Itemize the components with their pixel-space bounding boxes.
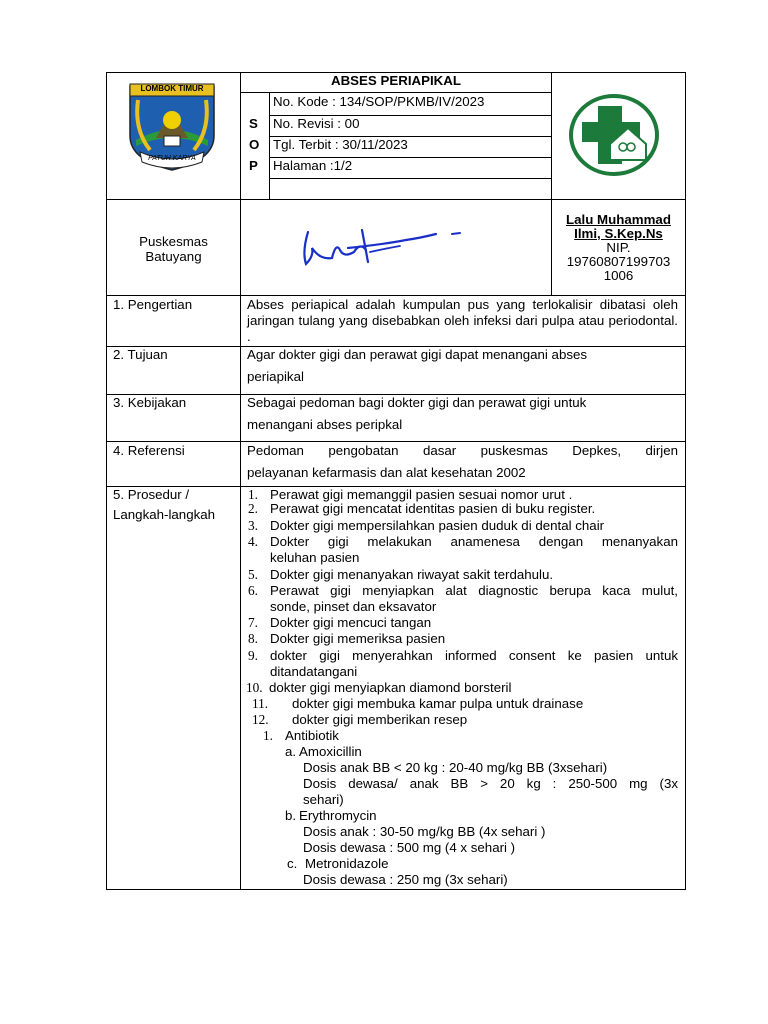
step-number: 11. [252, 696, 269, 711]
halaman: Halaman :1/2 [273, 158, 353, 173]
signature-image [296, 222, 466, 270]
no-kode: No. Kode : 134/SOP/PKMB/IV/2023 [273, 94, 485, 109]
step-text-continued: ditandatangani [270, 664, 358, 679]
drug-dose-line: Dosis dewasa : 250 mg (3x sehari) [303, 872, 508, 887]
drug-dose-line: Dosis anak : 30-50 mg/kg BB (4x sehari ) [303, 824, 546, 839]
step-text: Perawat gigi menyiapkan alat diagnostic berupa kaca mulut, [270, 583, 678, 598]
lombok-timur-crest-logo [126, 80, 218, 172]
nip-label: NIP. [606, 240, 631, 255]
drug-dose-line: Dosis dewasa : 500 mg (4 x sehari ) [303, 840, 516, 855]
step-number: 8. [248, 631, 258, 646]
kebijakan-label: 3. Kebijakan [113, 395, 187, 410]
puskesmas-logo [568, 94, 660, 176]
prosedur-label-line1: 5. Prosedur / [113, 487, 190, 502]
nip-value-line2: 1006 [603, 268, 634, 283]
step-text: Perawat gigi memanggil pasien sesuai nomor urut . [270, 487, 573, 502]
step-text: Dokter gigi memeriksa pasien [270, 631, 446, 646]
sop-letter-p: P [249, 158, 258, 173]
antibiotik-number: 1. [263, 728, 273, 743]
institution-name-line2: Batuyang [145, 249, 202, 264]
step-text: dokter gigi menyiapkan diamond borsteril [269, 680, 512, 695]
step-text: Dokter gigi mencuci tangan [270, 615, 432, 630]
kebijakan-line1: Sebagai pedoman bagi dokter gigi dan perawat gigi untuk [247, 395, 587, 410]
drug-letter: b. [285, 808, 297, 823]
crest-bottom-text: PATUH KARYA [148, 155, 196, 162]
step-text: Dokter gigi mempersilahkan pasien duduk di dental chair [270, 518, 605, 533]
no-revisi: No. Revisi : 00 [273, 116, 360, 131]
step-text-continued: keluhan pasien [270, 550, 360, 565]
step-text: dokter gigi membuka kamar pulpa untuk drainase [292, 696, 584, 711]
institution-name-line1: Puskesmas [139, 234, 208, 249]
official-name-line2: Ilmi, S.Kep.Ns [574, 226, 663, 241]
prosedur-label-line2: Langkah-langkah [113, 507, 216, 522]
step-number: 7. [248, 615, 258, 630]
tujuan-label: 2. Tujuan [113, 347, 168, 362]
drug-name: Erythromycin [299, 808, 377, 823]
referensi-line2: pelayanan kefarmasis dan alat kesehatan 2002 [247, 465, 526, 480]
step-text: Dokter gigi melakukan anamenesa dengan menanyakan [270, 534, 678, 549]
step-text: Dokter gigi menanyakan riwayat sakit terdahulu. [270, 567, 554, 582]
step-text: dokter gigi memberikan resep [292, 712, 468, 727]
step-text: dokter gigi menyerahkan informed consent ke pasien untuk [270, 648, 678, 663]
pengertian-label: 1. Pengertian [113, 297, 193, 312]
drug-name: Metronidazole [305, 856, 389, 871]
step-number: 4. [248, 534, 258, 549]
step-number: 5. [248, 567, 258, 582]
referensi-line1: Pedoman pengobatan dasar puskesmas Depkes, dirjen [247, 443, 678, 458]
step-number: 12. [252, 712, 269, 727]
tujuan-line2: periapikal [247, 369, 304, 384]
drug-name: Amoxicillin [299, 744, 362, 759]
crest-top-text: LOMBOK TIMUR [140, 84, 204, 93]
sop-letter-o: O [249, 137, 260, 152]
pengertian-text: Abses periapical adalah kumpulan pus yang terlokalisir dibatasi oleh jaringan tulang yang disebabkan oleh infeksi dari pulpa atau periodontal. . [247, 297, 678, 344]
step-number: 10. [246, 680, 263, 695]
drug-dose-line: Dosis anak BB < 20 kg : 20-40 mg/kg BB (3xsehari) [303, 760, 608, 775]
kebijakan-line2: menangani abses peripkal [247, 417, 403, 432]
drug-dose-line: Dosis dewasa/ anak BB > 20 kg : 250-500 mg (3x [303, 776, 678, 791]
step-number: 2. [248, 501, 258, 516]
drug-letter: c. [287, 856, 298, 871]
step-number: 1. [248, 487, 258, 502]
step-number: 3. [248, 518, 258, 533]
step-number: 6. [248, 583, 258, 598]
official-name-line1: Lalu Muhammad [566, 212, 671, 227]
step-text-continued: sonde, pinset dan eksavator [270, 599, 437, 614]
nip-value-line1: 19760807199703 [566, 254, 671, 269]
sop-letter-s: S [249, 116, 258, 131]
antibiotik-label: Antibiotik [285, 728, 339, 743]
referensi-label: 4. Referensi [113, 443, 185, 458]
tgl-terbit: Tgl. Terbit : 30/11/2023 [273, 137, 408, 152]
tujuan-line1: Agar dokter gigi dan perawat gigi dapat menangani abses [247, 347, 588, 362]
step-number: 9. [248, 648, 258, 663]
drug-letter: a. [285, 744, 297, 759]
step-text: Perawat gigi mencatat identitas pasien di buku register. [270, 501, 596, 516]
document-title: ABSES PERIAPIKAL [330, 73, 462, 88]
drug-dose-line: sehari) [303, 792, 344, 807]
